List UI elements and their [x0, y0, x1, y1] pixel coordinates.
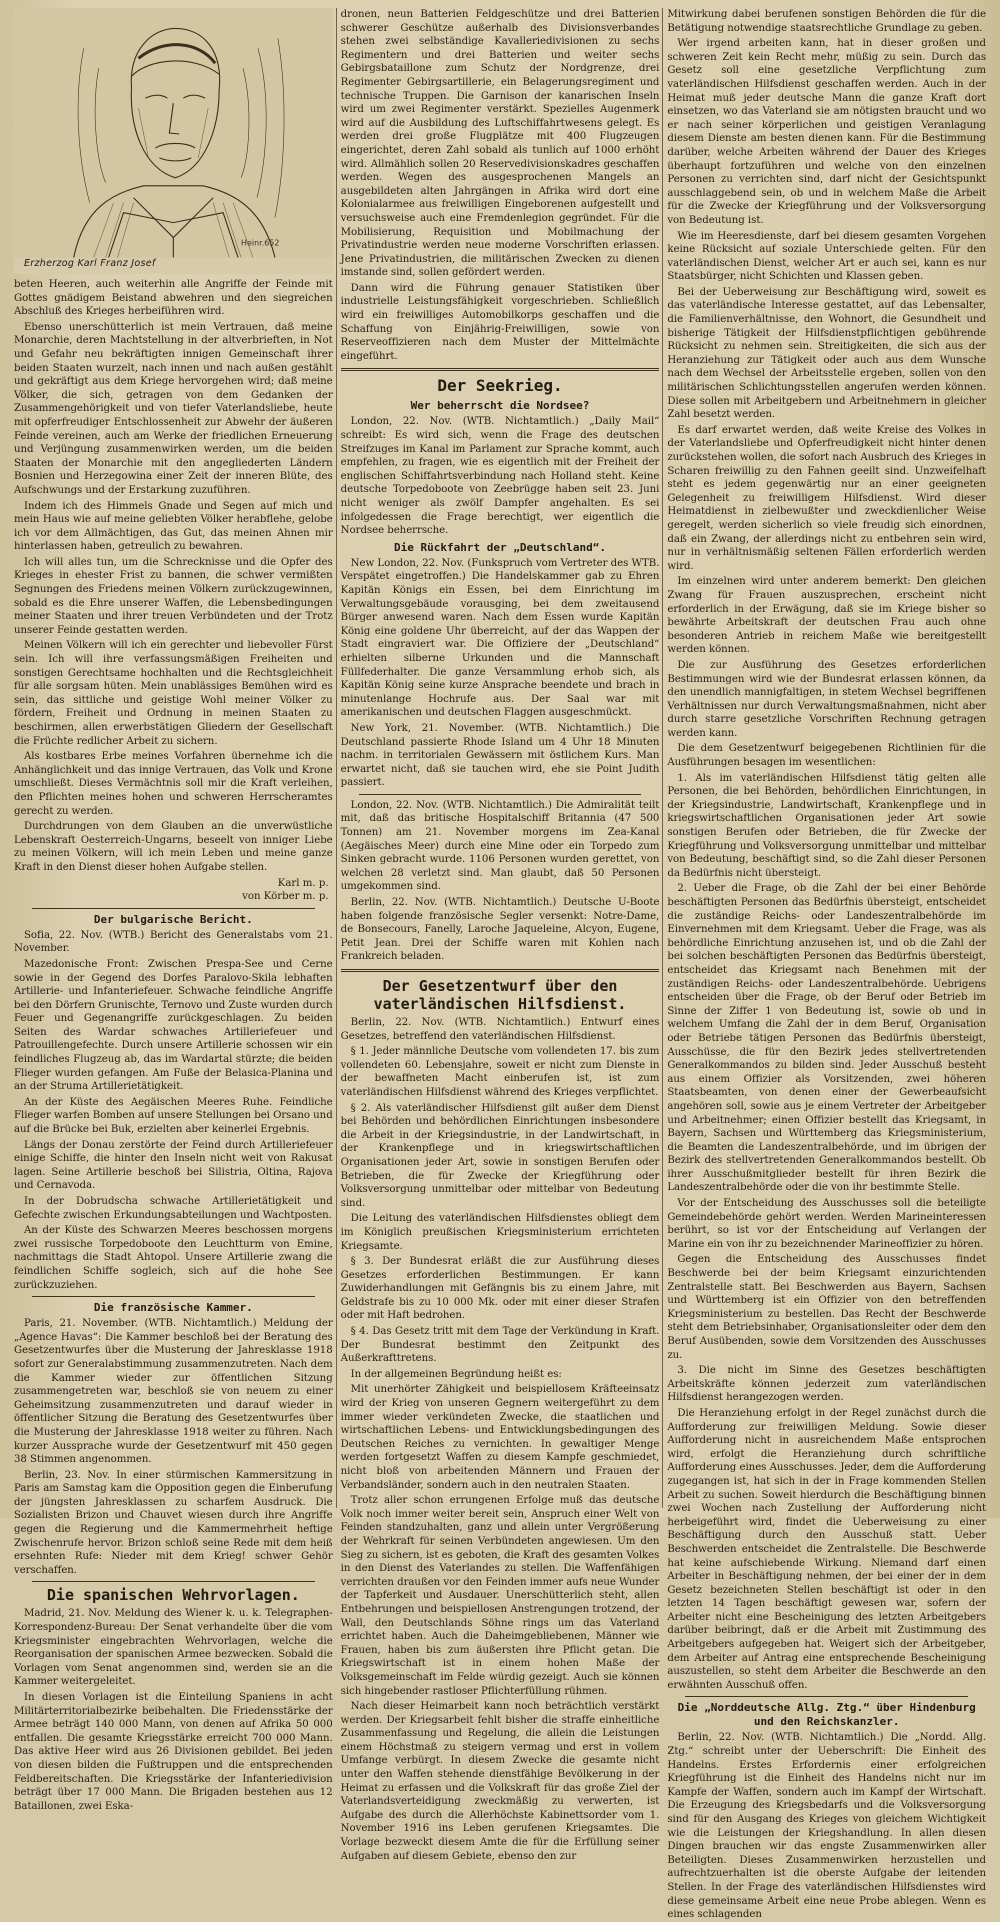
signature-block — [18, 877, 329, 904]
paragraph: In der allgemeinen Begründung heißt es: — [350, 1368, 562, 1380]
paragraph: Berlin, 23. Nov. In einer stürmischen Kammersitzung in Paris am Samstag kam die Opposition gegen die Einberufung der jüngsten Jahresklassen zu scharfem Ausdruck. Die Sozialisten Brizon und Chauvet wiesen durch ihre Angriffe gegen die Regierung und die Kammermehrheit heftige Zwischenrufe hervor. Brizon schloß seine Rede mit dem heiß ersehnten Rufe: Nieder mit dem Krieg! schwer Gehör verschaffen. — [14, 1469, 333, 1576]
paragraph: In diesen Vorlagen ist die Einteilung Spaniens in acht Militärterritorialbezirke beibehalten. Die Friedensstärke der Armee beträgt 140 000 Mann, von denen auf Afrika 50 000 entfallen. Die gesamte Kriegsstärke erreicht 700 000 Mann. Das aktive Heer wird aus 26 Divisionen gebildet. Bei jeden von diesen bilden die Fußtruppen und die entsprechenden Feldbereitschaften. Die Kriegsstärke der Infanteriedivision beträgt über 17 000 Mann. Die Brigaden bestehen aus 12 Bataillonen, zwei Eska- — [14, 1692, 333, 1812]
signature-emperor: Karl m. p. — [277, 877, 329, 889]
paragraph: Längs der Donau zerstörte der Feind durch Artilleriefeuer einige Schiffe, die hinter den Inseln nicht weit von Rakusat lagen. Seine Artillerie beschoß bei Silistria, Oltina, Rajova und Cernavoda. — [14, 1139, 333, 1192]
paragraph: Berlin, 22. Nov. (WTB. Nichtamtlich.) Deutsche U-Boote haben folgende französische Segler versenkt: Notre-Dame, de Bonsecours, Fanelly, Laroche Jaqueleine, Alcyon, Eugene, Petit Jean. Drei der Schiffe waren mit Kohlen nach Frankreich beladen. — [340, 897, 660, 963]
paragraph: Die Heranziehung erfolgt in der Regel zunächst durch die Aufforderung zur freiwilligen Meldung. Sowie dieser Aufforderung nicht in ausreichendem Maße entsprochen wird, erfolgt die Heranziehung durch schriftliche Aufforderung eines Ausschusses. Jeder, dem die Aufforderung zugegangen ist, hat sich in der in Frage kommenden Stellen Arbeit zu suchen. Soweit hierdurch die Beschäftigung binnen zwei Wochen nach Zustellung der Aufforderung nicht herbeigeführt wird, findet die Ueberweisung zu einer Beschäftigung durch den Ausschuß statt. Ueber Beschwerden entscheidet die Zentralstelle. Die Beschwerde hat keine aufschiebende Wirkung. Niemand darf einen Arbeiter in Beschäftigung nehmen, der bei einer der in dem Gesetz bezeichneten Stellen beschäftigt ist oder in den letzten 14 Tagen beschäftigt gewesen war, sofern der Arbeiter nicht eine Bescheinigung des letzten Arbeitgebers darüber beibringt, daß er die Arbeit mit Zustimmung des Arbeitgebers aufgegeben hat. Weigert sich der Arbeitgeber, dem Arbeiter auf Antrag eine entsprechende Bescheinigung auszustellen, so steht dem Arbeiter die Beschwerde an den erwähnten Ausschuß offen. — [667, 1407, 987, 1691]
article-headline: Der Seekrieg. — [437, 376, 563, 396]
article-headline: Die französische Kammer. — [93, 1301, 253, 1315]
paragraph: 1. Als im vaterländischen Hilfsdienst tätig gelten alle Personen, die bei Behörden, behördlichen Einrichtungen, in der Kriegsindustrie, Landwirtschaft, Krankenpflege und in kriegswirtschaftlichen Organisationen jeder Art sowie sonstigen Berufen oder Betrieben, die für Zwecke der Kriegführung und Volksversorgung unmittelbar und mittelbar von Bedeutung, beschäftigt sind, so die Zahl dieser Personen da Bedürfnis nicht übersteigt. — [667, 772, 987, 879]
paragraph: Trotz aller schon errungenen Erfolge muß das deutsche Volk noch immer weiter bereit sein, Anspruch einer Welt von Feinden standzuhalten, ganz und allein unter Vergrößerung der Wehrkraft für seinen Verbündeten angewiesen. Um den Sieg zu sichern, ist es geboten, die Kraft des gesamten Volkes in den Dienst des Vaterlandes zu stellen. Die Waffenfähigen verrichten draußen vor den Feinden immer aufs neue Wunder der Tapferkeit und Ausdauer. Unerschütterlich steht, allen Entbehrungen und beispiellosen Anstrengungen trotzend, der Wall, den Deutschlands Söhne rings um das Vaterland errichtet haben. Auch die Daheimgebliebenen, Männer wie Frauen, haben bis zum äußersten ihre Pflicht getan. Die Kriegswirtschaft ist in einem hohen Maße der Volksgemeinschaft im Felde würdig gezeigt. Auch sie können sich hingebender rastloser Pflichterfüllung rühmen. — [340, 1495, 660, 1697]
article-subheadline: Wer beherrscht die Nordsee? — [410, 399, 590, 413]
column-1 — [14, 8, 333, 1812]
paragraph: Bei der Ueberweisung zur Beschäftigung wird, soweit es das vaterländische Interesse gestattet, auf das Lebensalter, die Familienverhältnisse, den Wohnort, die Gesundheit und bisherige Tätigkeit der Hilfsdienstpflichtigen gebührende Rücksicht zu nehmen sein. Streitigkeiten, die sich aus der Heranziehung zur Tätigkeit oder auch aus dem Wunsche nach dem Wechsel der Arbeitsstelle ergeben, sollen von den militärischen Schlichtungsstellen angerufen werden können. Diese sollen mit Arbeitgebern und Arbeitnehmern in gleicher Zahl besetzt werden. — [667, 286, 987, 421]
paragraph: Nach dieser Heimarbeit kann noch beträchtlich verstärkt werden. Der Kriegsarbeit fehlt bisher die straffe einheitliche Zusammenfassung und Regelung, die allein die Leistungen einem Höchstmaß zu steigern vermag und erst in vollem Umfange verbürgt. In diesem Zwecke die gesamte nicht unter den Waffen stehende dienstfähige Bevölkerung in der Heimat zu erfassen und die Volkskraft für das große Ziel der Vaterlandsverteidigung zweckmäßig zu verwerten, ist Aufgabe des durch die Allerhöchste Kabinettsorder vom 1. November 1916 ins Leben gerufenen Kriegsamtes. Die Vorlage bezweckt diesem Amte die für die Erfüllung seiner Aufgaben auf diesem Gebiete, ebenso den zur — [340, 1701, 660, 1862]
divider — [341, 368, 660, 371]
paragraph: London, 22. Nov. (WTB. Nichtamtlich.) Die Admiralität teilt mit, daß das britische Hospitalschiff Britannia (47 500 Tonnen) am 21. November morgens im Zea-Kanal (Aegäisches Meer) durch eine Mine oder ein Torpedo zum Sinken gebracht wurde. 1106 Personen wurden gerettet, von welchen 28 verletzt sind. Man glaubt, daß 50 Personen umgekommen sind. — [340, 799, 660, 893]
article-headline: Die „Norddeutsche Allg. Ztg.“ über Hindenburg und den Reichskanzler. — [677, 1701, 976, 1729]
article-headline: Die spanischen Wehrvorlagen. — [46, 1586, 300, 1605]
portrait-illustration — [14, 8, 333, 274]
paragraph: dronen, neun Batterien Feldgeschütze und drei Batterien schwerer Geschütze außerhalb des Divisionsverbandes stehen zwei selbständige Kavalleriedivisionen zu sechs Regimentern und drei Batterien und weiter sechs Gebirgsbataillone zum Schutz der Nordgrenze, drei Regimenter Gebirgsartillerie, ein Belagerungsregiment und technische Truppen. Die Garnison der kanarischen Inseln wird um zwei Regimenter verstärkt. Spezielles Augenmerk wird auf die Ausbildung des Luftschiffahrtwesens gelegt. Es werden drei große Flugplätze mit 400 Flugzeugen eingerichtet, deren Zahl sobald als tunlich auf 1000 erhöht wird. Allmählich sollen 20 Reservedivisionskadres geschaffen werden. Wegen des ausgesprochenen Mangels an ausgebildeten alten Jahrgängen in Afrika wird dort eine Kolonialarmee aus freiwilligen Eingeborenen aufgestellt und versuchsweise auch eine Fremdenlegion gegründet. Für die Mobilisierung, Requisition und Mobilmachung der Privatindustrie werden neue moderne Vorschriften erlassen. Jene Privatindustrien, die militärischen Zwecken zu dienen imstande sind, sollen gefördert werden. — [340, 9, 660, 279]
paragraph: § 1. Jeder männliche Deutsche vom vollendeten 17. bis zum vollendeten 60. Lebensjahre, soweit er nicht zum Dienste in der bewaffneten Macht einberufen ist, ist zum vaterländischen Hilfsdienst während des Krieges verpflichtet. — [340, 1046, 660, 1098]
paragraph: An der Küste des Schwarzen Meeres beschossen morgens zwei russische Torpedoboote den Leuchtturm von Emine, nachmittags die Stadt Ahtopol. Unsere Artillerie zwang die feindlichen Schiffe sogleich, sich auf die hohe See zurückzuziehen. — [14, 1225, 333, 1291]
paragraph: Gegen die Entscheidung des Ausschusses findet Beschwerde bei der beim Kriegsamt einzurichtenden Zentralstelle statt. Bei Beschwerden aus Bayern, Sachsen und Württemberg ist ein Offizier von den betreffenden Kriegsministerium zu bestellen. Das Recht der Beschwerde steht dem Betriebsinhaber, Organisationsleiter oder dem den Beruf Ausübenden, sowie dem Vorsitzenden des Ausschusses zu. — [667, 1254, 987, 1361]
paragraph: Die zur Ausführung des Gesetzes erforderlichen Bestimmungen wird wie der Bundesrat erlassen können, da den unendlich mannigfaltigen, in stetem Wechsel begriffenen Verhältnissen nur durch Verwaltungsmaßnahmen, nicht aber durch starre gesetzliche Vorschriften Rechnung getragen werden kann. — [667, 659, 987, 739]
article-headline: Der Gesetzentwurf über den vaterländischen Hilfsdienst. — [373, 977, 627, 1013]
paragraph: New London, 22. Nov. (Funkspruch vom Vertreter des WTB. Verspätet eingetroffen.) Die Handelskammer gab zu Ehren Kapitän Königs ein Essen, bei dem Einrichtung im Verwaltungsgebäude vorausging, bei dem zweitausend Bürger anwesend waren. Nach dem Essen wurde Kapitän König eine goldene Uhr überreicht, auf der das Wappen der Stadt eingraviert war. Die Offiziere der „Deutschland“ erhielten silberne Urkunden und die Mannschaft Füllfederhalter. Die ganze Versammlung erhob sich, als Kapitän König seine kurze Ansprache beendete und brach in minutenlange Hochrufe aus. Der Saal war mit amerikanischen und deutschen Flaggen ausgeschmückt. — [340, 557, 660, 719]
paragraph: Die dem Gesetzentwurf beigegebenen Richtlinien für die Ausführungen besagen im wesentlichen: — [667, 743, 987, 769]
paragraph: beten Heeren, auch weiterhin alle Angriffe der Feinde mit Gottes gnädigem Beistand abwehren und den siegreichen Abschluß des Krieges herbeiführen wird. — [14, 279, 333, 318]
paragraph: Sofia, 22. Nov. (WTB.) Bericht des Generalstabs vom 21. November. — [14, 929, 333, 955]
article-headline: Der bulgarische Bericht. — [93, 912, 253, 926]
paragraph: London, 22. Nov. (WTB. Nichtamtlich.) „Daily Mail“ schreibt: Es wird sich, wenn die Frage des deutschen Streifzuges im Kanal im Parlament zur Sprache kommt, auch empfehlen, zu fragen, wie es eigentlich mit der Freiheit der englischen Schiffahrtsverbindung nach Holland steht. Keine deutsche Torpedoboote von Zeebrügge haben seit 23. Juni nicht weniger als zwölf Dampfer angehalten. Es sei infolgedessen die Frage berechtigt, wer eigentlich die Nordsee beherrsche. — [340, 416, 660, 537]
divider — [685, 1696, 968, 1697]
paragraph: Dann wird die Führung genauer Statistiken über industrielle Leistungsfähigkeit vorgeschrieben. Schließlich wird ein freiwilliges Automobilkorps geschaffen und die Schaffung von Einjährig-Freiwilligen, sowie von Reserveoffizieren nach dem Muster der Mittelmächte eingeführt. — [340, 282, 660, 362]
paragraph: § 3. Der Bundesrat erläßt die zur Ausführung dieses Gesetzes erforderlichen Bestimmungen. Er kann Zuwiderhandlungen mit Gefängnis bis zu einem Jahre, mit Geldstrafe bis zu 10 000 Mk. oder mit einer dieser Strafen oder mit Haft bedrohen. — [340, 1256, 660, 1322]
paragraph: Mit unerhörter Zähigkeit und beispiellosem Kräfteeinsatz wird der Krieg von unseren Gegnern weitergeführt zu dem immer wieder verkündeten Zwecke, die staatlichen und wirtschaftlichen Lebens- und Entwicklungsbedingungen des Deutschen Reiches zu vernichten. In gewaltiger Menge werden fortgesetzt Waffen zu diesem Kampfe geschmiedet, nicht bloß von arbeitenden Männern und Frauen der Verbandsländer, sondern auch in den neutralen Staaten. — [340, 1384, 660, 1491]
paragraph: An der Küste des Aegäischen Meeres Ruhe. Feindliche Flieger warfen Bomben auf unsere Stellungen bei Orsano und auf die Brücke bei Buk, erzielten aber keinerlei Ergebnis. — [14, 1096, 333, 1136]
paragraph: Meinen Völkern will ich ein gerechter und liebevoller Fürst sein. Ich will ihre verfassungsmäßigen Freiheiten und sonstigen Gerechtsame hochhalten und die Rechtsgleichheit für alle sorgsam hüten. Mein unablässiges Bemühen wird es sein, das sittliche und geistige Wohl meiner Völker zu fördern, Freiheit und Ordnung in meinen Staaten zu beschirmen, allen erwerbstätigen Gliedern der Gesellschaft die Früchte redlicher Arbeit zu sichern. — [14, 640, 333, 747]
paragraph: Als kostbares Erbe meines Vorfahren übernehme ich die Anhänglichkeit und das innige Vertrauen, das Volk und Krone umschließt. Dieses Vermächtnis soll mir die Kraft verleihen, den Pflichten meines hohen und schweren Herrscheramtes gerecht zu werden. — [14, 751, 333, 817]
divider — [32, 1581, 315, 1582]
paragraph: § 4. Das Gesetz tritt mit dem Tage der Verkündung in Kraft. Der Bundesrat bestimmt den Zeitpunkt des Außerkrafttretens. — [340, 1326, 660, 1365]
column-3 — [667, 8, 987, 1921]
portrait-drawing — [14, 8, 333, 258]
paragraph: 3. Die nicht im Sinne des Gesetzes beschäftigten Arbeitskräfte können jederzeit zum vaterländischen Hilfsdienst herangezogen werden. — [667, 1365, 987, 1404]
paragraph: Durchdrungen von dem Glauben an die unverwüstliche Lebenskraft Oesterreich-Ungarns, beseelt von inniger Liebe zu meinen Völkern, will ich mein Leben und meine ganze Kraft in den Dienst dieser hohen Aufgabe stellen. — [14, 821, 333, 873]
divider — [359, 794, 642, 795]
portrait-caption: Erzherzog Karl Franz Josef — [24, 258, 156, 269]
signature-minister: von Körber m. p. — [242, 891, 329, 903]
paragraph: Berlin, 22. Nov. (WTB. Nichtamtlich.) Entwurf eines Gesetzes, betreffend den vaterländischen Hilfsdienst. — [340, 1017, 660, 1042]
paragraph: Madrid, 21. Nov. Meldung des Wiener k. u. k. Telegraphen-Korrespondenz-Bureau: Der Senat verhandelte über die vom Kriegsminister eingebrachten Wehrvorlagen, welche die Reorganisation der spanischen Armee bezwecken. Sobald die Vorlagen vom Senat angenommen sind, werden sie an die Kammer weitergeleitet. — [14, 1608, 333, 1688]
divider — [32, 908, 315, 909]
paragraph: Mazedonische Front: Zwischen Prespa-See und Cerne sowie in der Gegend des Dorfes Paralovo-Skila lebhaften Artillerie- und Infanteriefeuer. Schwache feindliche Angriffe bei den Dörfern Grunischte, Ternovo und Zuste wurden durch Feuer und Gegenangriffe zurückgeschlagen. Zu beiden Seiten des Wardar schwaches Artilleriefeuer und Patrouillengefechte. Durch unsere Artillerie schossen wir ein feindliches Flugzeug ab, das im Wardartal stürzte; die beiden Flieger wurden gefangen. Am Fuße der Belasica-Planina und an der Struma Artillerietätigkeit. — [14, 958, 333, 1093]
paragraph: Wie im Heeresdienste, darf bei diesem gesamten Vorgehen keine Rücksicht auf soziale Unterschiede gelten. Für den vaterländischen Dienst, welcher Art er auch sei, kann es nur Staatsbürger, nicht Schichten und Klassen geben. — [667, 230, 987, 283]
paragraph: Es darf erwartet werden, daß weite Kreise des Volkes in der Vaterlandsliebe und Opferfreudigkeit nicht hinter denen zurückstehen wollen, die sofort nach Ausbruch des Krieges in Scharen freiwillig zu den Fahnen geeilt sind. Unzweifelhaft steht es jedem gegenwärtig nur an einer geeigneten Gelegenheit zu freiwilligem Hilfsdienst. Wird dieser Heimatdienst in zielbewußter und zweckdienlicher Weise geregelt, werden sicherlich so viele freudig sich einordnen, daß ein Zwang, der allerdings nicht zu entbehren sein wird, nur in verhältnismäßig seltenen Fällen erforderlich werden wird. — [667, 424, 987, 572]
paragraph: Mitwirkung dabei berufenen sonstigen Behörden die für die Betätigung notwendige staatsrechtliche Grundlage zu geben. — [667, 9, 987, 34]
paragraph: Ebenso unerschütterlich ist mein Vertrauen, daß meine Monarchie, deren Machtstellung in der altverbrieften, in Not und Gefahr neu bekräftigten innigen Gemeinschaft ihrer beiden Staaten wurzelt, nach innen und nach außen gestählt und gekräftigt aus dem Kriege hervorgehen wird; daß meine Völker, die sich, getragen von dem Gedanken der Zusammengehörigkeit und von tiefer Vaterlandsliebe, heute mit opferfreudiger Entschlossenheit zur Abwehr der äußeren Feinde vereinen, auch am Werke der friedlichen Erneuerung und Verjüngung zusammenwirken werden, um die beiden Staaten der Monarchie mit den angegliederten Ländern Bosnien und Herzegowina einer Zeit der inneren Blüte, des Aufschwungs und der Erstarkung zuzuführen. — [14, 321, 333, 496]
paragraph: Die Leitung des vaterländischen Hilfsdienstes obliegt dem im Königlich preußischen Kriegsministerium errichteten Kriegsamte. — [340, 1213, 660, 1252]
paragraph: Paris, 21. November. (WTB. Nichtamtlich.) Meldung der „Agence Havas“: Die Kammer beschloß bei der Beratung des Gesetzentwurfes über die Musterung der Jahresklasse 1918 sofort zur Generalabstimmung zusammenzutreten. Nach dem die Kammer wieder zur öffentlichen Sitzung zusammengetreten war, beschloß sie von neuem zu einer Geheimsitzung zusammenzutreten und darauf wieder in öffentlicher Sitzung die Beratung des Gesetzentwurfes über die Musterung der Jahresklasse 1918 weiter zu führen. Nach kurzer Aussprache wurde der Gesetzentwurf mit 450 gegen 38 Stimmen angenommen. — [14, 1318, 333, 1466]
paragraph: In der Dobrudscha schwache Artillerietätigkeit und Gefechte zwischen Erkundungsabteilungen und Wachtposten. — [14, 1196, 333, 1221]
article-subheadline: Die Rückfahrt der „Deutschland“. — [394, 540, 606, 554]
paragraph: Ich will alles tun, um die Schrecknisse und die Opfer des Krieges in ehester Frist zu bannen, die schwer vermißten Segnungen des Friedens meinen Völkern zurückzugewinnen, sobald es die Ehre unserer Waffen, die Lebensbedingungen meiner Staaten und ihrer treuen Verbündeten und der Trotz unserer Feinde gestatten werden. — [14, 556, 333, 636]
paragraph: § 2. Als vaterländischer Hilfsdienst gilt außer dem Dienst bei Behörden und behördlichen Einrichtungen insbesondere die Arbeit in der Kriegsindustrie, in der Landwirtschaft, in der Krankenpflege und in kriegswirtschaftlichen Organisationen jeder Art, sowie in sonstigen Berufen oder Betrieben, die für Zwecke der Kriegführung oder Volksversorgung unmittelbar oder mittelbar von Bedeutung sind. — [340, 1102, 660, 1209]
paragraph: Indem ich des Himmels Gnade und Segen auf mich und mein Haus wie auf meine geliebten Völker herabflehe, gelobe ich vor dem Allmächtigen, das Gut, das meinen Ahnen mir hinterlassen haben, getreulich zu bewahren. — [14, 500, 333, 553]
paragraph: Im einzelnen wird unter anderem bemerkt: Den gleichen Zwang für Frauen auszusprechen, erscheint nicht erforderlich in der Erwägung, daß sie im Kriege bisher so bewährte Arbeitskraft der deutschen Frau auch ohne besonderen Antrieb in reichem Maße wie bereitgestellt werden können. — [667, 576, 987, 656]
paragraph: New York, 21. November. (WTB. Nichtamtlich.) Die Deutschland passierte Rhode Island um 4 Uhr 18 Minuten nachm. in territorialen Gewässern mit östlichem Kurs. Man erwartet nicht, daß sie tauchen wird, ehe sie Point Judith passiert. — [340, 722, 660, 789]
paragraph: Vor der Entscheidung des Ausschusses soll die beteiligte Gemeindebehörde gehört werden. Werden Marineinteressen berührt, so ist vor der Entscheidung auf Verlangen der Marine ein von ihr zu bezeichnender Marineoffizier zu hören. — [667, 1198, 987, 1250]
paragraph: Berlin, 22. Nov. (WTB. Nichtamtlich.) Die „Nordd. Allg. Ztg.“ schreibt unter der Ueberschrift: Die Einheit des Handelns. Erstes Erfordernis einer erfolgreichen Kriegführung ist die Einheit des Handelns nicht nur im Kampfe der Waffen, sondern auch im Kampf der Wirtschaft. Die Erzeugung des Kriegsbedarfs und die Volksversorgung sind für den Ausgang des Krieges von gleichem Wichtigkeit wie die Leistungen der Kriegshandlung. In allen diesen Dingen brauchen wir das engste Zusammenwirken aller Beteiligten. Dieses Zusammenwirken herzustellen und aufrechtzuerhalten ist die oberste Aufgabe der leitenden Stellen. In der Frage des vaterländischen Hilfsdienstes wird diese gemeinsame Arbeit eine neue Probe ablegen. Wenn es eines schlagenden — [667, 1732, 987, 1921]
divider — [32, 1296, 315, 1297]
paragraph: Wer irgend arbeiten kann, hat in dieser großen und schweren Zeit kein Recht mehr, müßig zu sein. Durch das Gesetz soll eine gesetzliche Verpflichtung zum vaterländischen Hilfsdienst geschaffen werden. Auch in der Heimat muß jeder deutsche Mann die ganze Kraft dort einsetzen, wo das Vaterland sie am nötigsten braucht und wo er nach seiner körperlichen und geistigen Veranlagung diesem Dienste am besten dienen kann. Für die Bestimmung darüber, welche Arbeiten während der Dauer des Krieges überhaupt fortzuführen und welche von den einzelnen Personen zu verrichten sind, darf nicht der Gesichtspunkt ausschlaggebend sein, ob und in welchem Maße die Arbeit für die Zwecke der Kriegführung und der Volksversorgung von Bedeutung ist. — [667, 38, 987, 226]
artist-signature: Heinr.652 — [241, 238, 280, 248]
divider — [341, 969, 660, 972]
column-2 — [340, 8, 660, 1862]
paragraph: 2. Ueber die Frage, ob die Zahl der bei einer Behörde beschäftigten Personen das Bedürfnis übersteigt, entscheidet die zuständige Reichs- oder Landeszentralbehörde im Einvernehmen mit dem Kriegsamt. Ueber die Frage, was als behördliche Einrichtung anzusehen ist, und ob die Zahl der bei solchen beschäftigten Personen das Bedürfnis übersteigt, entscheidet das Kriegsamt nach Benehmen mit der zuständigen Reichs- oder Landeszentralbehörde. Uebrigens entscheiden über die Frage, ob der Beruf oder Betrieb im Sinne der Ziffer 1 von Bedeutung ist, sowie ob und in welchem Umfang die Zahl der in dem Beruf, Organisation oder Betriebe tätigen Personen das Bedürfnis übersteigt, Ausschüsse, die für den Bezirk jedes stellvertretenden Generalkommandos zu bilden sind. Jeder Ausschuß besteht aus einem Offizier als Vorsitzenden, zwei höheren Staatsbeamten, von denen einer der Gewerbeaufsicht angehören soll, sowie aus je einem Vertreter der Arbeitgeber und Arbeitnehmer; einen Offizier bestellt das Kriegsamt, in Bayern, Sachsen und Württemberg das Kriegsministerium, die Beamten die Landeszentralbehörde, und im übrigen der Bezirk des stellvertretenden Generalkommandos bestellt. Ob ihrer Ausschußmitglieder bestellt für ihren Bezirk die Landeszentralbehörde oder die von ihr bestimmte Stelle. — [667, 883, 987, 1194]
